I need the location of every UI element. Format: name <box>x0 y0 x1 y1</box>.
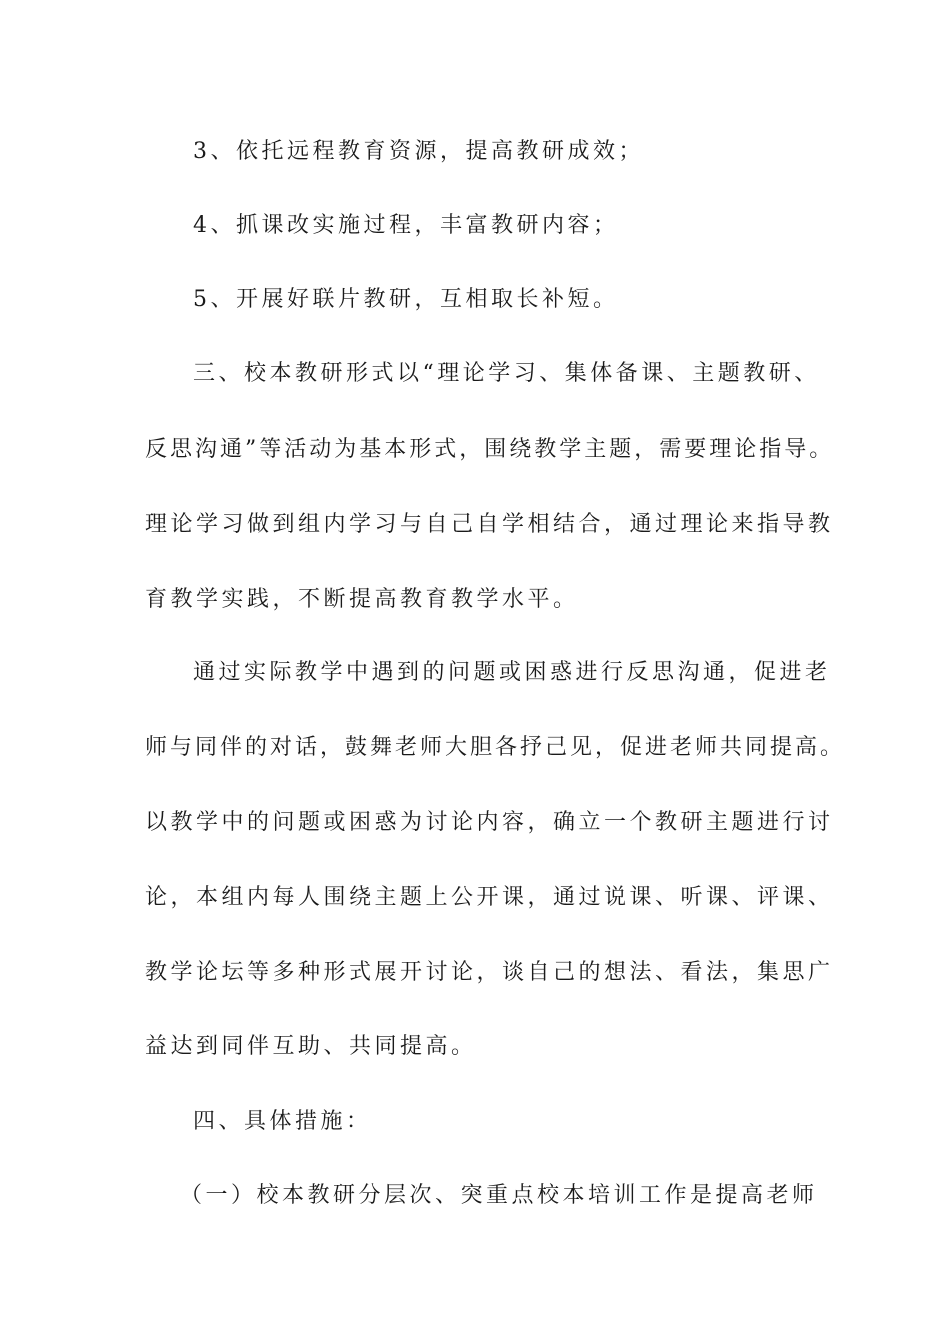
text-line-14: 四、具体措施： <box>193 1109 372 1134</box>
text-line-6: 理论学习做到组内学习与自己自学相结合，通过理论来指导教 <box>145 512 834 537</box>
text-line-11: 论，本组内每人围绕主题上公开课，通过说课、听课、评课、 <box>145 885 834 910</box>
text-line-15: （一）校本教研分层次、突重点校本培训工作是提高老师 <box>180 1183 818 1208</box>
text-line-7: 育教学实践，不断提高教育教学水平。 <box>145 587 579 612</box>
text-line-2: 4、抓课改实施过程，丰富教研内容； <box>193 213 619 238</box>
text-line-12: 教学论坛等多种形式展开讨论，谈自己的想法、看法，集思广 <box>145 960 834 985</box>
text-line-1: 3、依托远程教育资源，提高教研成效； <box>193 139 644 164</box>
text-line-5: 反思沟通”等活动为基本形式，围绕教学主题，需要理论指导。 <box>145 437 835 462</box>
text-line-13: 益达到同伴互助、共同提高。 <box>145 1034 477 1059</box>
text-line-8: 通过实际教学中遇到的问题或困惑进行反思沟通，促进老 <box>193 660 831 685</box>
text-line-10: 以教学中的问题或困惑为讨论内容，确立一个教研主题进行讨 <box>145 810 834 835</box>
text-line-3: 5、开展好联片教研，互相取长补短。 <box>193 287 619 312</box>
text-line-9: 师与同伴的对话，鼓舞老师大胆各抒己见，促进老师共同提高。 <box>145 735 846 760</box>
text-line-4: 三、校本教研形式以“理论学习、集体备课、主题教研、 <box>193 361 820 386</box>
